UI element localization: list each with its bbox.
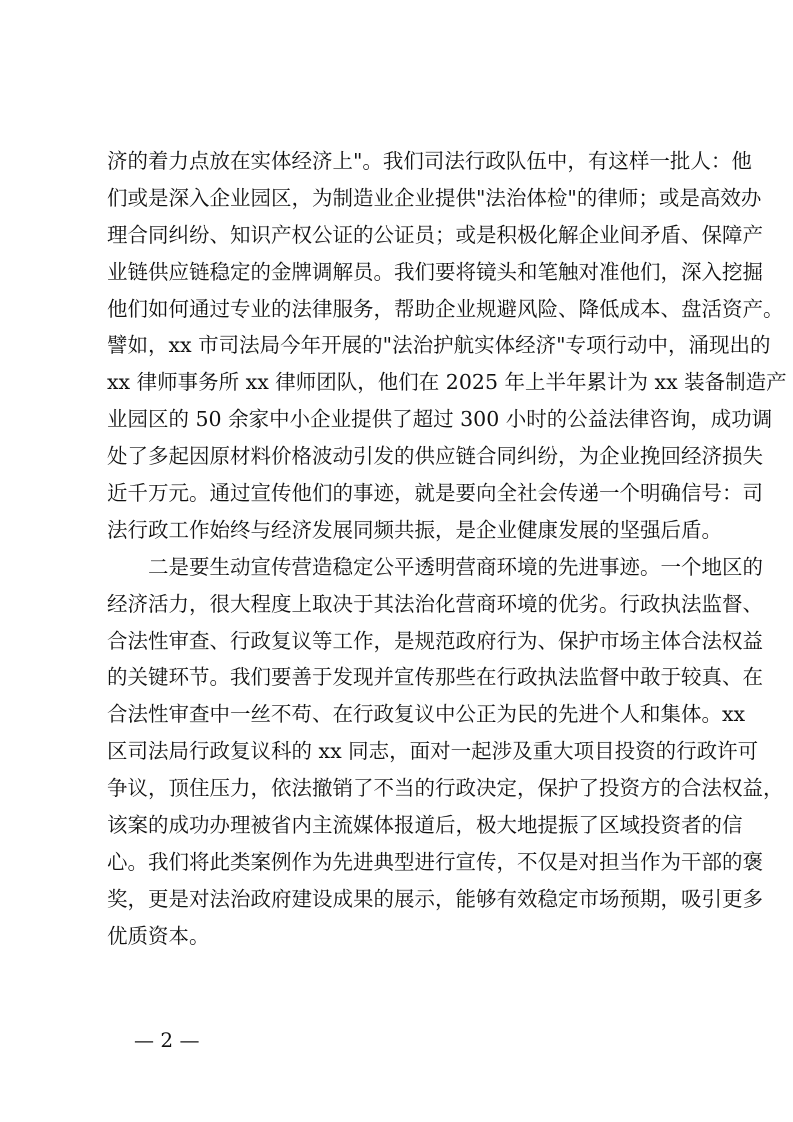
text-line: 法行政工作始终与经济发展同频共振，是企业健康发展的坚强后盾。 bbox=[107, 517, 722, 542]
text-line: 他们如何通过专业的法律服务，帮助企业规避风险、降低成本、盘活资产。 bbox=[107, 296, 784, 321]
paragraph-2 bbox=[107, 549, 784, 955]
text-line: 奖，更是对法治政府建设成果的展示，能够有效稳定市场预期，吸引更多 bbox=[107, 886, 763, 911]
text-line: 合法性审查、行政复议等工作，是规范政府行为、保护市场主体合法权益 bbox=[107, 628, 763, 653]
text-line: 理合同纠纷、知识产权公证的公证员；或是积极化解企业间矛盾、保障产 bbox=[107, 222, 763, 247]
text-line: 近千万元。通过宣传他们的事迹，就是要向全社会传递一个明确信号：司 bbox=[107, 481, 763, 506]
text-line: 区司法局行政复议科的 xx 同志，面对一起涉及重大项目投资的行政许可 bbox=[107, 739, 759, 764]
text-line: 譬如，xx 市司法局今年开展的"法治护航实体经济"专项行动中，涌现出的 bbox=[107, 333, 771, 358]
text-line: 济的着力点放在实体经济上"。我们司法行政队伍中，有这样一批人：他 bbox=[107, 149, 752, 173]
text-line: 争议，顶住压力，依法撤销了不当的行政决定，保护了投资方的合法权益， bbox=[107, 776, 784, 801]
paragraph-1 bbox=[107, 143, 787, 549]
text-line: 该案的成功办理被省内主流媒体报道后，极大地提振了区域投资者的信 bbox=[107, 813, 743, 838]
text-line: 优质资本。 bbox=[107, 923, 210, 948]
text-line: 经济活力，很大程度上取决于其法治化营商环境的优劣。行政执法监督、 bbox=[107, 591, 763, 616]
text-line: 的关键环节。我们要善于发现并宣传那些在行政执法监督中敢于较真、在 bbox=[107, 665, 763, 690]
text-line: 业链供应链稳定的金牌调解员。我们要将镜头和笔触对准他们，深入挖掘 bbox=[107, 259, 763, 284]
text-line: 二是要生动宣传营造稳定公平透明营商环境的先进事迹。一个地区的 bbox=[148, 554, 763, 579]
text-line: 处了多起因原材料价格波动引发的供应链合同纠纷，为企业挽回经济损失 bbox=[107, 444, 763, 469]
text-line: xx 律师事务所 xx 律师团队，他们在 2025 年上半年累计为 xx 装备制造产 bbox=[107, 370, 787, 395]
page-number: — 2 — bbox=[134, 1028, 200, 1052]
text-line: 心。我们将此类案例作为先进典型进行宣传，不仅是对担当作为干部的褒 bbox=[107, 849, 763, 874]
text-line: 业园区的 50 余家中小企业提供了超过 300 小时的公益法律咨询，成功调 bbox=[107, 407, 773, 432]
document-body bbox=[107, 143, 787, 955]
text-line: 们或是深入企业园区，为制造业企业提供"法治体检"的律师；或是高效办 bbox=[107, 185, 762, 210]
text-line: 合法性审查中一丝不苟、在行政复议中公正为民的先进个人和集体。xx bbox=[107, 702, 746, 727]
